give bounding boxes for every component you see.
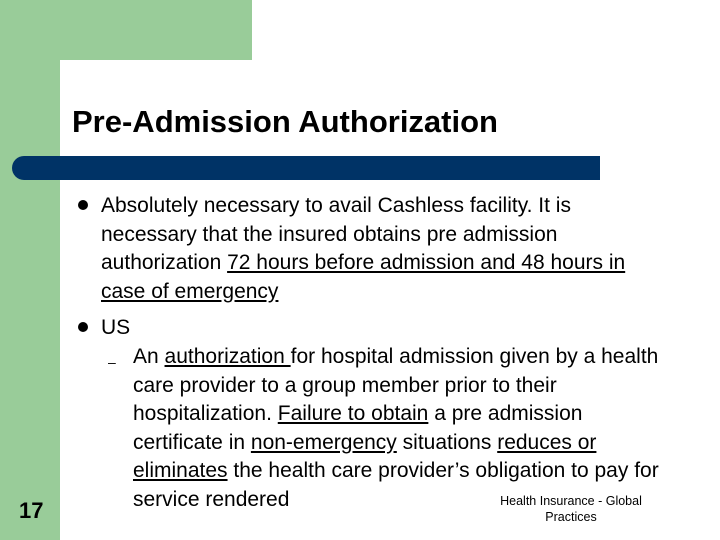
sub-underlined-part: Failure to obtain [277,402,429,425]
sub-bullet-dash: – [108,354,116,370]
bullet-dot [78,322,88,332]
bullet-2-text-part: US [101,316,131,339]
bullet-1-underlined-part: 72 hours before admission and 48 hours in case of emergency [101,251,626,303]
bullet-2-text [101,314,301,343]
sub-underlined-part: non-emergency [250,430,397,454]
bullet-1-text-part: Absolutely necessary to avail Cashless facility. It is necessary that the insured obtains pre admission authorization [101,194,571,274]
sub-underlined-part: reduces or eliminates [133,430,597,482]
page-number: 17 [19,498,44,523]
footer-text: Health Insurance - Global Practices [500,494,642,524]
sub-text-part: a pre admission certificate in [133,402,583,454]
sub-bullet-text [133,343,673,514]
bullet-1-text [101,192,661,306]
slide-title: Pre-Admission Authorization [72,104,498,139]
sub-text-part: An [133,345,165,368]
bullet-dot [78,200,88,210]
sub-text-part: the health care provider’s obligation to pay for service rendered [133,459,659,511]
sub-text-part: situations [396,430,498,454]
sub-underlined-part: authorization [164,345,291,368]
green-side-band [0,0,60,540]
title-underline-bar [12,156,600,180]
sub-text-part: for hospital admission given by a health care provider to a group member prior to their hospitalization. [133,345,659,425]
